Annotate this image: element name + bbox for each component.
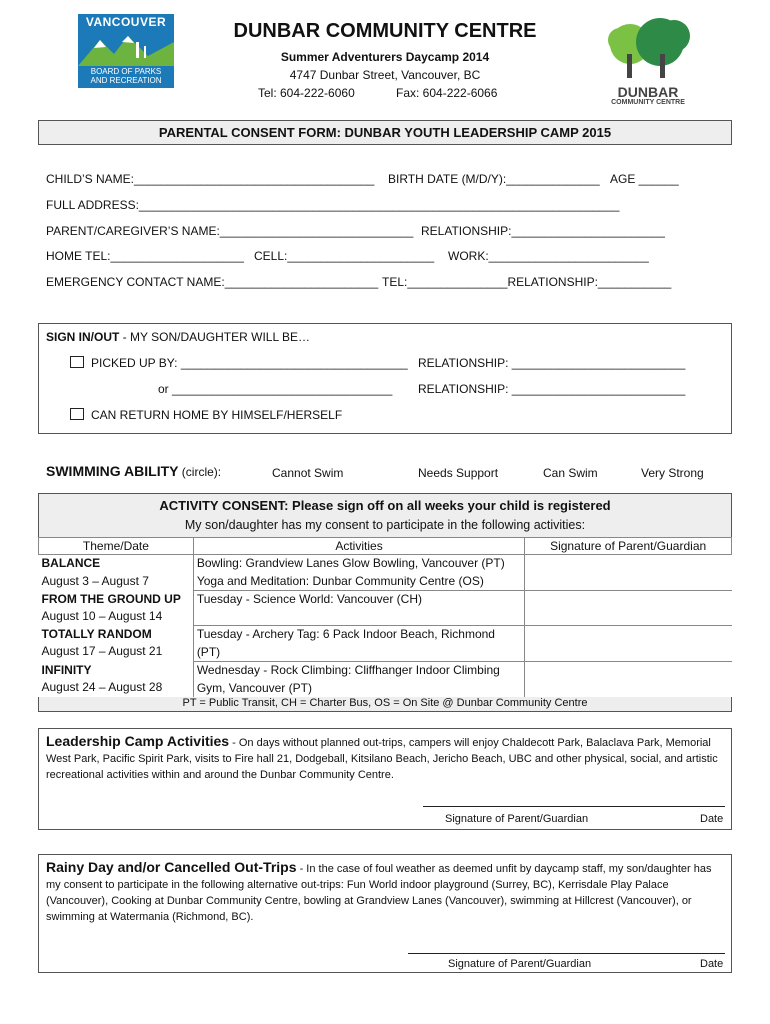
parent-relationship-field[interactable]: RELATIONSHIP:_______________________	[421, 224, 665, 238]
picked-up-field[interactable]: PICKED UP BY: __________________________________	[91, 356, 408, 370]
home-tel-field[interactable]: HOME TEL:____________________	[46, 249, 244, 263]
swim-option-can-swim[interactable]: Can Swim	[543, 466, 598, 480]
mountain-icon	[78, 32, 174, 66]
table-row: BALANCE August 3 – August 7 Bowling: Grandview Lanes Glow Bowling, Vancouver (PT) Yoga and Meditation: Dunbar Community Centre (OS)	[39, 555, 732, 591]
vancouver-parks-logo: VANCOUVER BOARD OF PARKS AND RECREATION	[78, 14, 174, 88]
signature-cell[interactable]	[525, 591, 732, 626]
age-field[interactable]: AGE ______	[610, 172, 679, 186]
activity-title: ACTIVITY CONSENT: Please sign off on all weeks your child is registered	[159, 498, 611, 513]
fax: Fax: 604-222-6066	[396, 86, 498, 100]
emergency-contact-field[interactable]: EMERGENCY CONTACT NAME:_______________________	[46, 275, 379, 289]
activity-subtitle: My son/daughter has my consent to participate in the following activities:	[184, 518, 586, 532]
return-home-label: CAN RETURN HOME BY HIMSELF/HERSELF	[91, 408, 343, 422]
signature-cell[interactable]	[525, 626, 732, 662]
page-title: DUNBAR COMMUNITY CENTRE	[233, 20, 537, 42]
table-row: TOTALLY RANDOM August 17 – August 21 Tuesday - Archery Tag: 6 Pack Indoor Beach, Richmond (PT)	[39, 626, 732, 662]
transit-legend: PT = Public Transit, CH = Charter Bus, OS = On Site @ Dunbar Community Centre	[182, 697, 588, 709]
leadership-text: Leadership Camp Activities - On days without planned out-trips, campers will enjoy Chaldecott Park, Balaclava Park, Memorial West Park, Pacific Spirit Park, visits to Fire hall 21, Dodgeball, Kitsilano Beach, Jericho Beach, UBC and other physical, social, and artistic recreational activities within and around the Dunbar Community Centre.	[46, 733, 718, 781]
parent-name-field[interactable]: PARENT/CAREGIVER’S NAME:_____________________________	[46, 224, 414, 238]
leadership-date-label: Date	[700, 813, 724, 825]
picked-up-checkbox[interactable]	[70, 356, 84, 368]
table-row: FROM THE GROUND UP August 10 – August 14 Tuesday - Science World: Vancouver (CH)	[39, 591, 732, 626]
swim-option-needs-support[interactable]: Needs Support	[418, 466, 499, 480]
swimming-heading: SWIMMING ABILITY (circle):	[46, 463, 222, 479]
rainy-signature-line[interactable]	[408, 953, 725, 954]
signature-cell[interactable]	[525, 662, 732, 698]
picked-up-relationship-field[interactable]: RELATIONSHIP: __________________________	[418, 356, 686, 370]
activity-table	[38, 537, 732, 697]
sign-in-out-heading: SIGN IN/OUT - MY SON/DAUGHTER WILL BE…	[46, 330, 311, 344]
trees-icon	[600, 14, 696, 80]
leadership-signature-line[interactable]	[423, 806, 725, 807]
full-address-field[interactable]: FULL ADDRESS:________________________________________________________________________	[46, 198, 620, 212]
form-title: PARENTAL CONSENT FORM: DUNBAR YOUTH LEADERSHIP CAMP 2015	[38, 120, 732, 145]
leadership-signature-label: Signature of Parent/Guardian	[445, 813, 589, 825]
table-row: INFINITY August 24 – August 28 Wednesday - Rock Climbing: Cliffhanger Indoor Climbing Gym, Vancouver (PT)	[39, 662, 732, 698]
rainy-date-label: Date	[700, 958, 724, 970]
signature-cell[interactable]	[525, 555, 732, 591]
birth-date-field[interactable]: BIRTH DATE (M/D/Y):______________	[388, 172, 600, 186]
emergency-tel-field[interactable]: TEL:_______________RELATIONSHIP:___________	[382, 275, 672, 289]
rainy-signature-label: Signature of Parent/Guardian	[448, 958, 592, 970]
alt-relationship-field[interactable]: RELATIONSHIP: __________________________	[418, 382, 686, 396]
return-home-checkbox[interactable]	[70, 408, 84, 420]
child-name-field[interactable]: CHILD’S NAME:____________________________________	[46, 172, 375, 186]
dunbar-logo: DUNBAR COMMUNITY CENTRE	[600, 14, 696, 104]
cell-field[interactable]: CELL:______________________	[254, 249, 435, 263]
page-subtitle: Summer Adventurers Daycamp 2014	[280, 50, 490, 64]
tel: Tel: 604-222-6060	[258, 86, 355, 100]
work-field[interactable]: WORK:________________________	[448, 249, 649, 263]
swim-option-very-strong[interactable]: Very Strong	[641, 466, 704, 480]
swim-option-cannot[interactable]: Cannot Swim	[272, 466, 344, 480]
address: 4747 Dunbar Street, Vancouver, BC	[289, 68, 481, 82]
rainy-day-text: Rainy Day and/or Cancelled Out-Trips - In the case of foul weather as deemed unfit by daycamp staff, my son/daughter has my consent to participate in the following alternative out-trips: Fun World indoor playground (Surrey, BC), Kerrisdale Play Palace (Vancouver), Cooking at Dunbar Community Centre, bowling at Grandview Lanes (Vancouver), swimming at Hillcrest (Vancouver), or swimming at Watermania (Richmond, BC).	[46, 859, 712, 923]
alt-pickup-field[interactable]: or _________________________________	[158, 382, 393, 396]
table-header-row: Theme/Date Activities Signature of Parent/Guardian	[39, 538, 732, 555]
